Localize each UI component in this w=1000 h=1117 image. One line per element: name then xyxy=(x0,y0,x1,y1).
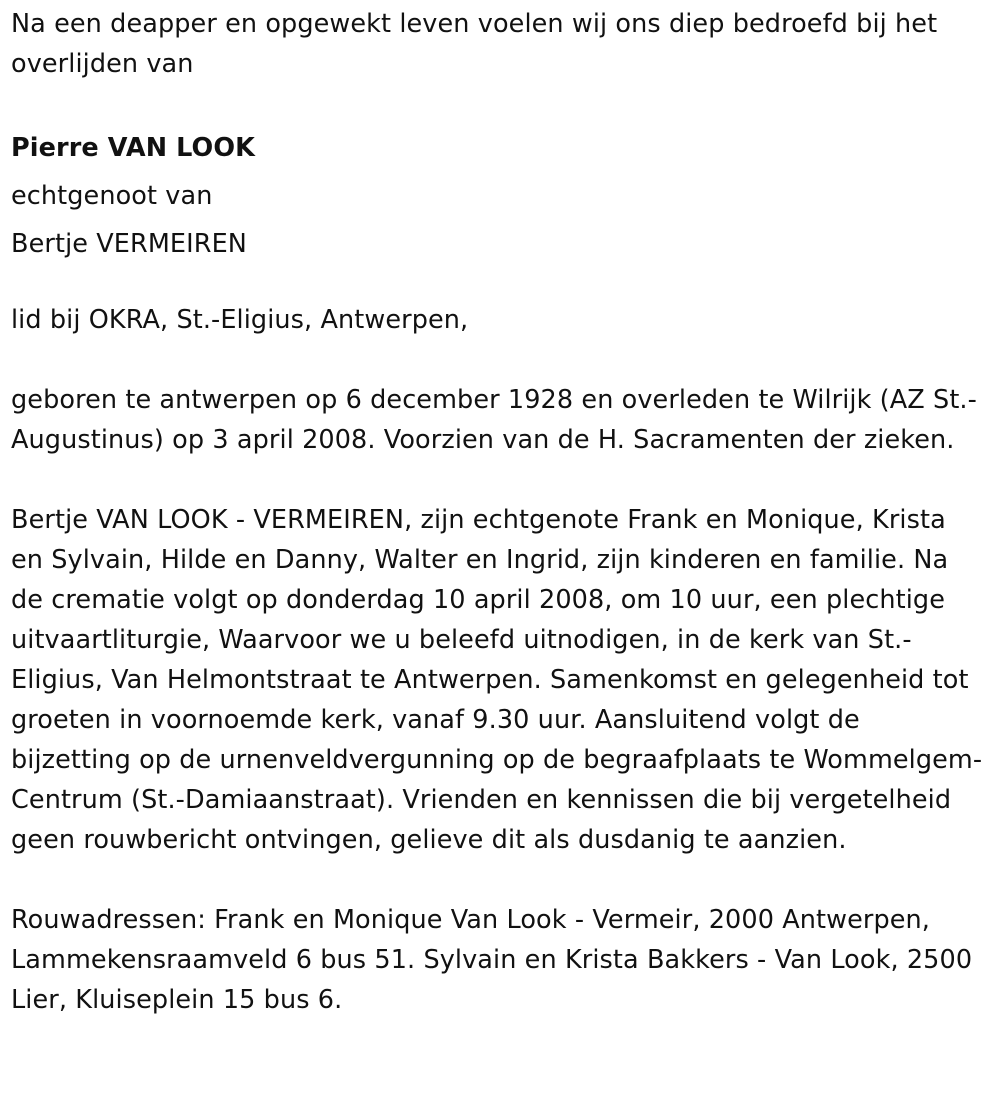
spouse-name: Bertje VERMEIREN xyxy=(11,229,247,259)
addresses-text: Rouwadressen: Frank en Monique Van Look - Vermeir, 2000 Antwerpen, Lammekensraamveld 6 bus 51. Sylvain en Krista Bakkers - Van Look, 2500 Lier, Kluiseplein 15 bus 6. xyxy=(11,905,973,1015)
birth-death-text: geboren te antwerpen op 6 december 1928 en overleden te Wilrijk (AZ St.-Augustinus) op 3 april 2008. Voorzien van de H. Sacramenten der zieken. xyxy=(11,385,977,455)
intro-text: Na een deapper en opgewekt leven voelen wij ons diep bedroefd bij het overlijden van xyxy=(11,9,938,79)
deceased-name: Pierre VAN LOOK xyxy=(11,133,255,163)
membership-text: lid bij OKRA, St.-Eligius, Antwerpen, xyxy=(11,305,469,335)
obituary-notice xyxy=(11,4,986,1020)
family-ceremony-text: Bertje VAN LOOK - VERMEIREN, zijn echtgenote Frank en Monique, Krista en Sylvain, Hilde en Danny, Walter en Ingrid, zijn kinderen en familie. Na de crematie volgt op donderdag 10 april 2008, om 10 uur, een plechtige uitvaartliturgie, Waarvoor we u beleefd uitnodigen, in de kerk van St.-Eligius, Van Helmontstraat te Antwerpen. Samenkomst en gelegenheid tot groeten in voornoemde kerk, vanaf 9.30 uur. Aansluitend volgt de bijzetting op de urnenveldvergunning op de begraafplaats te Wommelgem-Centrum (St.-Damiaanstraat). Vrienden en kennissen die bij vergetelheid geen rouwbericht ontvingen, gelieve dit als dusdanig te aanzien. xyxy=(11,505,983,855)
spouse-relation: echtgenoot van xyxy=(11,181,213,211)
